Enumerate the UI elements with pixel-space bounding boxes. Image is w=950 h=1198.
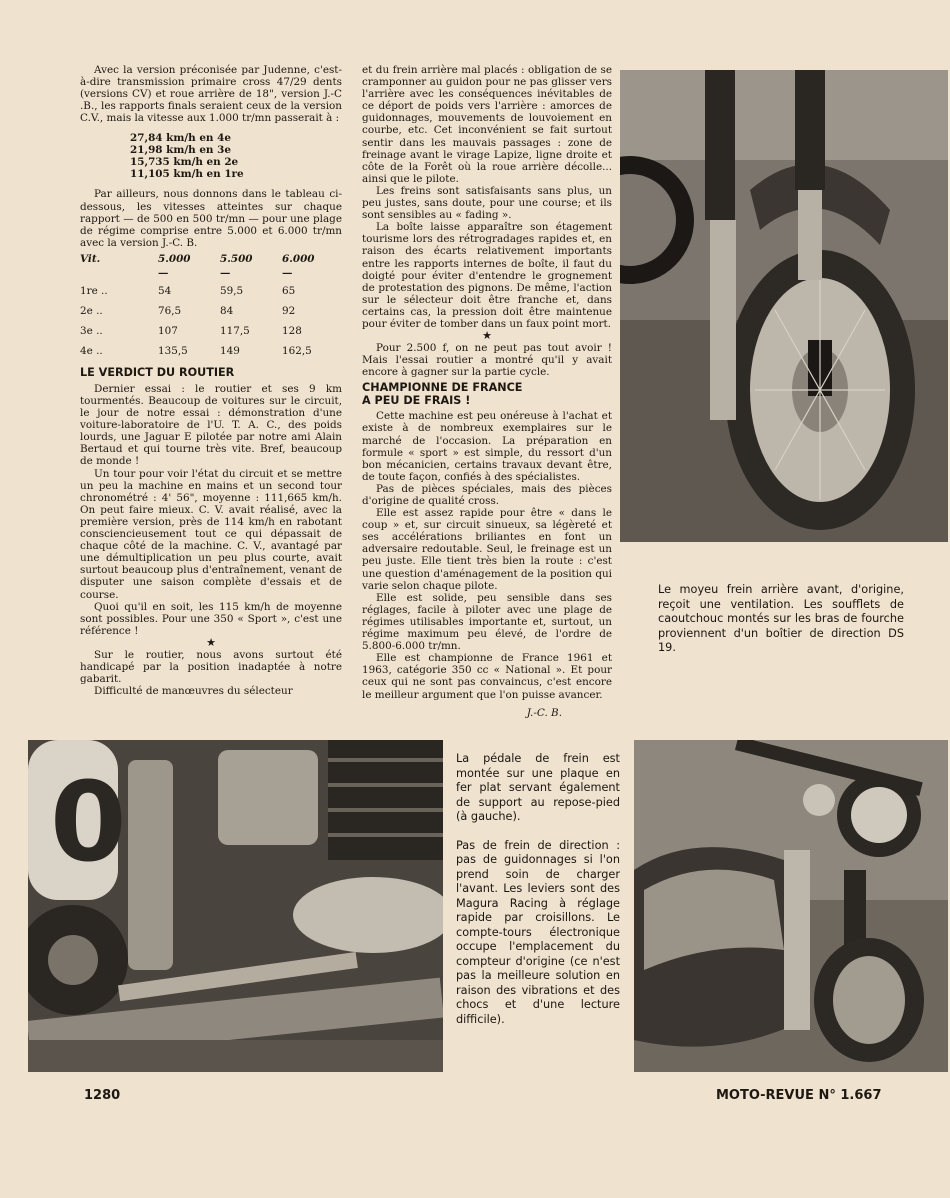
paragraph: Elle est assez rapide pour être « dans le coup » et, sur circuit sinueux, sa légèreté et ses accélérations briliantes en font un adversaire redoutable. Seul, le freinage est un peu juste. Elle tient très bien la route : c'est une question d'aménagement de la position qui varie selon chaque pilote.	[362, 507, 612, 592]
section-heading: LE VERDICT DU ROUTIER	[80, 366, 235, 380]
star-separator: ★	[482, 329, 492, 343]
intro-paragraph: Avec la version préconisée par Judenne, c'est-à-dire transmission primaire cross 47/29 dents (versions CV) et roue arrière de 18", version J.-C .B., les rapports finals seraient ceux de la version C.V., mais la vitesse aux 1.000 tr/mn passerait à :	[80, 64, 342, 125]
table-cell: 128	[282, 325, 302, 338]
article-column-1	[80, 64, 342, 697]
brake-pedal-photo	[28, 740, 443, 1072]
table-divider: —	[158, 267, 169, 280]
table-cell: 117,5	[220, 325, 250, 338]
paragraph: et du frein arrière mal placés : obligation de se cramponner au guidon pour ne pas glisser vers l'arrière avec les conséquences inévitables de ce déport de poids vers l'arrière : amorces de guidonnages, mouvements de louvoiement en courbe, etc. Cet inconvénient se fait surtout sentir dans les mauvais passages : zone de freinage avant le virage Lapize, ligne droite et côte de la Forêt où la roue arrière décolle... ainsi que le pilote.	[362, 64, 612, 185]
article-column-2	[362, 64, 612, 719]
star-separator: ★	[206, 635, 216, 649]
table-row	[80, 301, 335, 321]
front-wheel-photo	[620, 70, 948, 542]
caption-text: Pas de frein de direction : pas de guidonnages si l'on prend soin de charger l'avant. Les leviers sont des Magura Racing à réglage rapide par croisillons. Le compte-tours électronique occupe l'emplacement du compteur d'origine (ce n'est pas la meilleure solution en raison des vibrations et des chocs et d'une lecture difficile).	[456, 838, 620, 1026]
table-cell: 135,5	[158, 345, 188, 358]
table-row	[80, 281, 335, 301]
speed-list	[130, 132, 342, 180]
paragraph: Pas de pièces spéciales, mais des pièces d'origine de qualité cross.	[362, 482, 612, 507]
paragraph: Un tour pour voir l'état du circuit et se mettre un peu la machine en mains et un second tour chronométré : 4' 56", moyenne : 111,665 km/h. On peut faire mieux. C. V. avait réalisé, avec la première version, près de 114 km/h en rabotant consciencieusement tout ce qui dépassait de chaque côté de la machine. C. V., avantagé par une démultiplication un peu plus courte, avait surtout beaucoup plus d'entraînement, venant de disputer une saison complète d'essais et de course.	[80, 467, 342, 601]
table-cell: 2e ..	[80, 305, 103, 318]
section-heading-line: CHAMPIONNE DE FRANCE	[362, 381, 523, 395]
speed-item: 15,735 km/h en 2e	[130, 156, 239, 169]
brake-pedal-caption	[456, 752, 620, 1041]
paragraph: Elle est solide, peu sensible dans ses réglages, facile à piloter avec une plage de régimes utilisables importante et, surtout, un régime maximum peu élevé, de l'ordre de 5.800-6.000 tr/mn.	[362, 591, 612, 653]
table-cell: 76,5	[158, 305, 182, 318]
table-cell: 3e ..	[80, 325, 103, 338]
author-signature: J.-C. B.	[526, 706, 562, 719]
table-cell: 149	[220, 345, 240, 358]
caption-text: Le moyeu frein arrière avant, d'origine, reçoit une ventilation. Les soufflets de caoutchouc montés sur les bras de fourche proviennent d'un boîtier de direction DS 19.	[658, 583, 904, 654]
paragraph: Cette machine est peu onéreuse à l'achat et existe à de nombreux exemplaires sur le marché de l'occasion. La préparation en formule « sport » est simple, du ressort d'un bon mécanicien, certains travaux devant être, de toute façon, confiés à des spécialistes.	[362, 410, 612, 483]
paragraph: Dernier essai : le routier et ses 9 km tourmentés. Beaucoup de voitures sur le circuit, le jour de notre essai : démonstration d'une voiture-laboratoire de l'U. T. A. C., des poids lourds, une Jaguar E pilotée par notre ami Alain Bertaud et qui tourne très vite. Bref, beaucoup de monde !	[80, 382, 342, 468]
paragraph: Les freins sont satisfaisants sans plus, un peu justes, sans doute, pour une course; et ils sont sensibles au « fading ».	[362, 184, 612, 222]
table-cell: 84	[220, 305, 234, 318]
engine-illustration	[28, 740, 443, 1072]
table-row	[80, 321, 335, 341]
paragraph: Quoi qu'il en soit, les 115 km/h de moyenne sont possibles. Pour une 350 « Sport », c'est une référence !	[80, 600, 342, 637]
table-cell: 162,5	[282, 345, 312, 358]
table-cell: 65	[282, 285, 296, 298]
paragraph: La boîte laisse apparaître son étagement tourisme lors des rétrogradages rapides et, en raison des écarts relativement importants entre les rapports internes de boîte, il faut du doigté pour éviter d'entendre le grognement de protestation des pignons. De même, l'action sur le sélecteur doit être franche et, dans certains cas, la pression doit être maintenue pour éviter de tomber dans un faux point mort.	[362, 221, 612, 330]
table-divider: —	[282, 267, 293, 280]
paragraph: Difficulté de manœuvres du sélecteur	[94, 685, 293, 698]
handlebar-photo	[634, 740, 948, 1072]
table-cell: 92	[282, 305, 296, 318]
table-header: 6.000	[282, 252, 315, 265]
table-header: Vit.	[80, 252, 101, 265]
section-heading-line: A PEU DE FRAIS !	[362, 393, 471, 407]
table-row	[80, 341, 335, 361]
speed-item: 21,98 km/h en 3e	[130, 144, 231, 157]
front-brake-caption	[658, 583, 904, 670]
section-heading	[362, 382, 612, 407]
svg-text:0: 0	[50, 758, 127, 886]
table-cell: 107	[158, 325, 178, 338]
table-cell: 54	[158, 285, 172, 298]
speed-item: 11,105 km/h en 1re	[130, 168, 244, 181]
table-cell: 1re ..	[80, 285, 108, 298]
magazine-issue: MOTO-REVUE N° 1.667	[716, 1088, 882, 1103]
table-header-row	[80, 253, 335, 265]
table-cell: 4e ..	[80, 345, 103, 358]
speed-table	[80, 253, 335, 361]
table-divider: —	[220, 267, 231, 280]
paragraph: Pour 2.500 f, on ne peut pas tout avoir ! Mais l'essai routier a montré qu'il y avait encore à gagner sur la partie cycle.	[362, 342, 612, 379]
front-wheel-illustration	[620, 70, 948, 542]
caption-text: La pédale de frein est montée sur une plaque en fer plat servant également de support au repose-pied (à gauche).	[456, 752, 620, 823]
paragraph: Par ailleurs, nous donnons dans le tableau ci-dessous, les vitesses atteintes sur chaque rapport — de 500 en 500 tr/mn — pour une plage de régime comprise entre 5.000 et 6.000 tr/mn avec la version J.-C. B.	[80, 188, 342, 249]
table-header: 5.000	[158, 252, 191, 265]
table-cell: 59,5	[220, 285, 244, 298]
paragraph: Sur le routier, nous avons surtout été handicapé par la position inadaptée à notre gabarit.	[80, 648, 342, 686]
page-number: 1280	[84, 1088, 121, 1103]
table-dash-row	[80, 265, 335, 281]
speed-item: 27,84 km/h en 4e	[130, 132, 231, 145]
table-header: 5.500	[220, 252, 253, 265]
paragraph: Elle est championne de France 1961 et 1963, catégorie 350 cc « National ». Et pour ceux qui ne sont pas convaincus, c'est encore le meilleur argument que l'on puisse avancer.	[362, 652, 612, 701]
handlebar-illustration	[634, 740, 948, 1072]
